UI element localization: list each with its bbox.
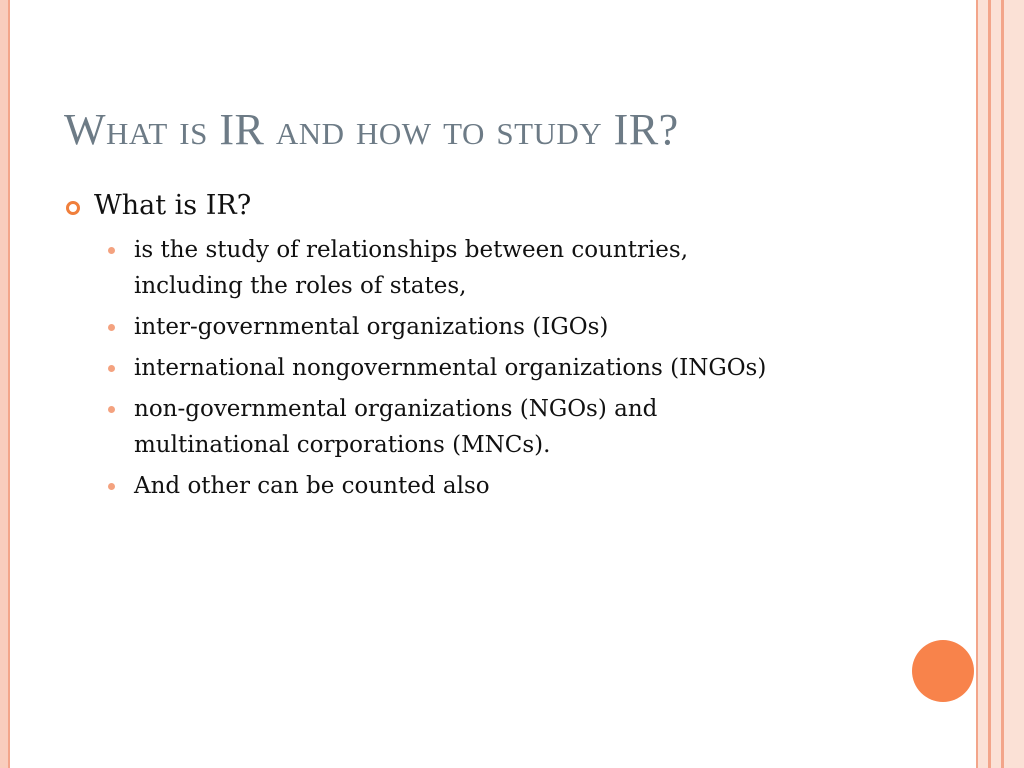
bullet-level1 (64, 188, 944, 224)
stripe (978, 0, 988, 768)
slide-title: What is IR and how to study IR? (64, 105, 679, 154)
bullet-text-line: And other can be counted also (134, 473, 490, 499)
stripe (1004, 0, 1024, 768)
dot-bullet-icon (108, 247, 115, 254)
bullet-level2 (64, 232, 944, 304)
bullet-sublist (64, 232, 944, 504)
bullet-level2 (64, 350, 944, 386)
bullet-text-line: including the roles of states, (134, 273, 467, 299)
bullet-level1-text: What is IR? (94, 190, 252, 221)
bullet-level2 (64, 391, 944, 463)
bullet-text-line: multinational corporations (MNCs). (134, 432, 551, 458)
dot-bullet-icon (108, 365, 115, 372)
bullet-level2 (64, 468, 944, 504)
stripe (991, 0, 1001, 768)
bullet-text-line: inter-governmental organizations (IGOs) (134, 314, 609, 340)
bullet-level2 (64, 309, 944, 345)
bullet-text-line: international nongovernmental organizations (INGOs) (134, 355, 767, 381)
bullet-text-line: is the study of relationships between countries, (134, 237, 689, 263)
slide-content (64, 188, 944, 509)
bullet-text-line: non-governmental organizations (NGOs) and (134, 396, 658, 422)
right-stripes-decoration (976, 0, 1024, 768)
left-border-line (8, 0, 10, 768)
dot-bullet-icon (108, 406, 115, 413)
ring-bullet-icon (66, 201, 80, 215)
orange-circle-decoration (912, 640, 974, 702)
dot-bullet-icon (108, 483, 115, 490)
dot-bullet-icon (108, 324, 115, 331)
